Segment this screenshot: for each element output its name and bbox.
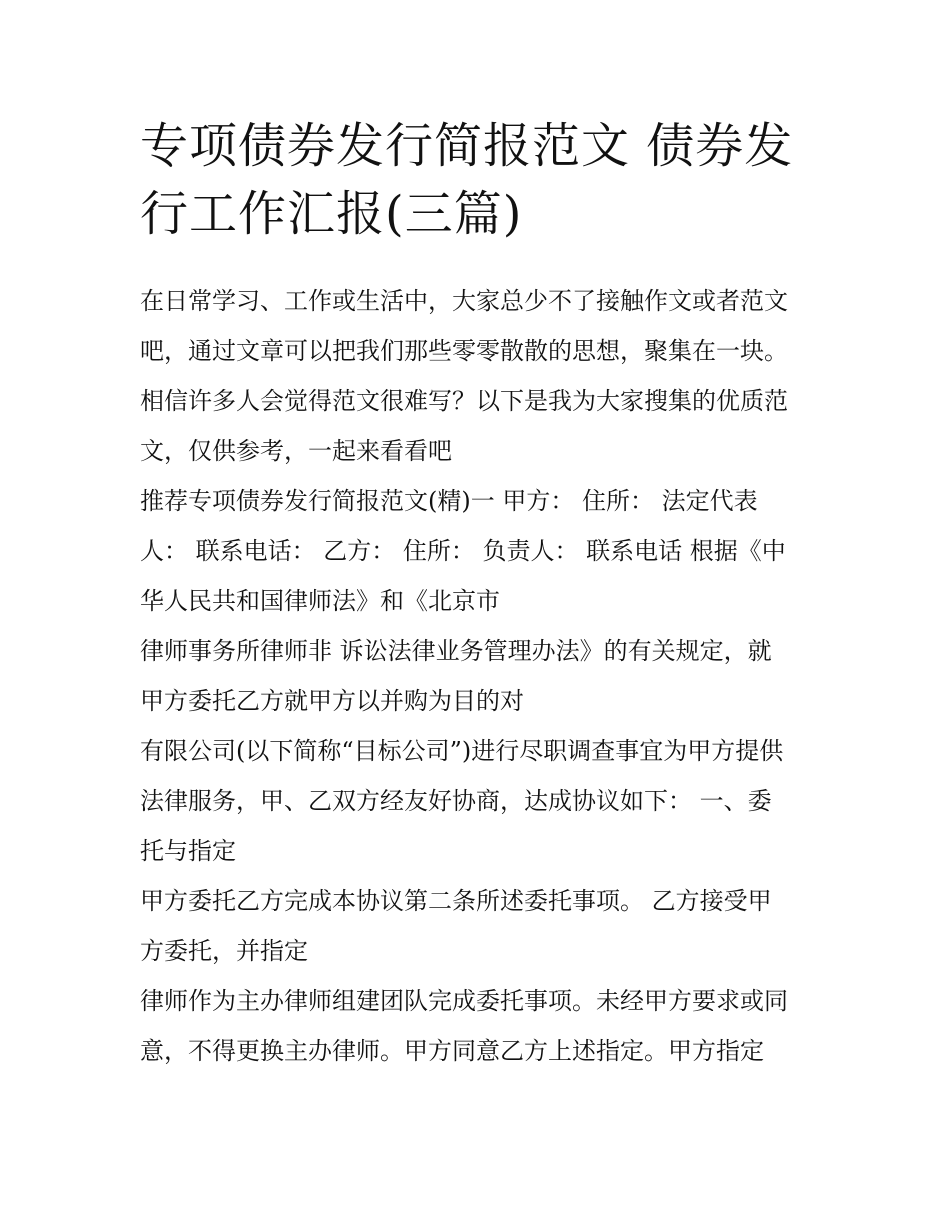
text-line: 律师作为主办律师组建团队完成委托事项。未经甲方要求或同	[140, 987, 788, 1015]
text-line: 法律服务，甲、乙双方经友好协商，达成协议如下： 一、委	[140, 787, 772, 815]
due-diligence-paragraph	[140, 732, 820, 870]
title-line: 行工作汇报(三篇)	[140, 186, 523, 242]
document-title	[140, 112, 820, 248]
text-line: 甲方委托乙方就甲方以并购为目的对	[140, 687, 524, 715]
parties-paragraph	[140, 482, 820, 620]
text-line: 人： 联系电话： 乙方： 住所： 负责人： 联系电话 根据《中	[140, 537, 786, 565]
intro-paragraph	[140, 282, 820, 470]
text-line: 有限公司(以下简称“目标公司”)进行尽职调查事宜为甲方提供	[140, 737, 784, 765]
text-line: 托与指定	[140, 837, 236, 865]
text-line: 华人民共和国律师法》和《北京市	[140, 587, 500, 615]
lead-lawyer-paragraph	[140, 982, 820, 1070]
text-line: 相信许多人会觉得范文很难写？以下是我为大家搜集的优质范	[140, 387, 788, 415]
text-line: 文，仅供参考，一起来看看吧	[140, 437, 452, 465]
text-line: 方委托，并指定	[140, 937, 308, 965]
document-body	[140, 282, 820, 1082]
regulation-paragraph	[140, 632, 820, 720]
text-line: 在日常学习、工作或生活中，大家总少不了接触作文或者范文	[140, 287, 788, 315]
entrustment-paragraph	[140, 882, 820, 970]
title-line: 专项债券发行简报范文 债券发	[140, 118, 794, 174]
text-line: 律师事务所律师非 诉讼法律业务管理办法》的有关规定，就	[140, 637, 772, 665]
text-line: 甲方委托乙方完成本协议第二条所述委托事项。 乙方接受甲	[140, 887, 772, 915]
text-line: 意，不得更换主办律师。甲方同意乙方上述指定。甲方指定	[140, 1037, 764, 1065]
text-line: 推荐专项债券发行简报范文(精)一 甲方： 住所： 法定代表	[140, 487, 758, 515]
text-line: 吧，通过文章可以把我们那些零零散散的思想，聚集在一块。	[140, 337, 788, 365]
